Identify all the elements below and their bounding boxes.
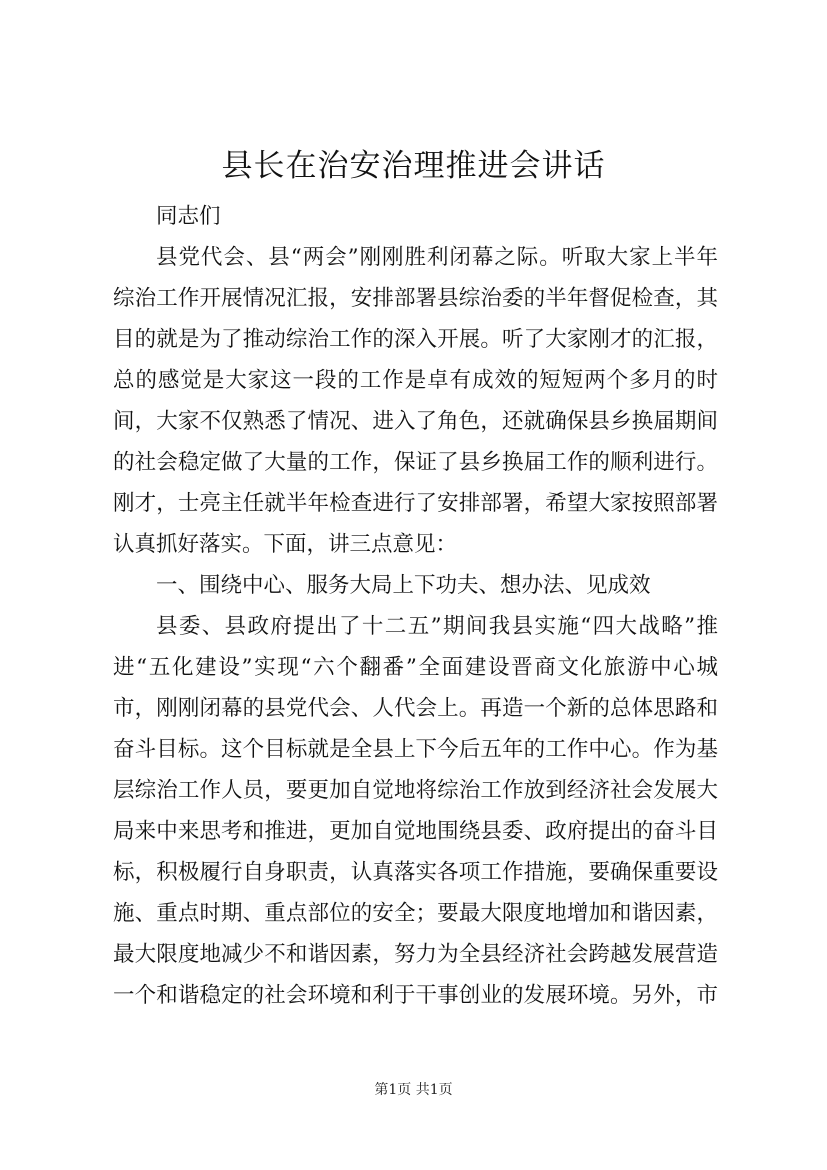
body-line: 标，积极履行自身职责，认真落实各项工作措施，要确保重要设 bbox=[113, 860, 718, 885]
body-line: 的社会稳定做了大量的工作，保证了县乡换届工作的顺利进行。 bbox=[113, 450, 718, 475]
salutation-line: 同志们 bbox=[156, 204, 221, 229]
body-line: 县委、县政府提出了十二五”期间我县实施“四大战略”推 bbox=[156, 614, 718, 639]
body-line: 综治工作开展情况汇报，安排部署县综治委的半年督促检查，其 bbox=[113, 286, 718, 311]
body-line: 认真抓好落实。下面，讲三点意见： bbox=[113, 532, 458, 557]
body-line: 层综治工作人员，要更加自觉地将综治工作放到经济社会发展大 bbox=[113, 778, 718, 803]
body-line: 最大限度地减少不和谐因素，努力为全县经济社会跨越发展营造 bbox=[113, 942, 718, 967]
body-line: 刚才，士亮主任就半年检查进行了安排部署，希望大家按照部署 bbox=[113, 491, 718, 516]
section-heading: 一、围绕中心、服务大局上下功夫、想办法、见成效 bbox=[156, 573, 651, 598]
document-title: 县长在治安治理推进会讲话 bbox=[221, 148, 606, 184]
body-line: 总的感觉是大家这一段的工作是卓有成效的短短两个多月的时 bbox=[113, 368, 718, 393]
page-number-footer: 第1页 共1页 bbox=[374, 1082, 453, 1098]
body-line: 县党代会、县“两会”刚刚胜利闭幕之际。听取大家上半年 bbox=[156, 245, 718, 270]
body-line: 奋斗目标。这个目标就是全县上下今后五年的工作中心。作为基 bbox=[113, 737, 718, 762]
body-line: 市，刚刚闭幕的县党代会、人代会上。再造一个新的总体思路和 bbox=[113, 696, 718, 721]
body-line: 施、重点时期、重点部位的安全；要最大限度地增加和谐因素， bbox=[113, 901, 718, 926]
document-body bbox=[113, 196, 718, 1016]
body-line: 目的就是为了推动综治工作的深入开展。听了大家刚才的汇报， bbox=[113, 327, 718, 352]
body-line: 一个和谐稳定的社会环境和利于干事创业的发展环境。另外，市 bbox=[113, 983, 718, 1008]
body-line: 进“五化建设”实现“六个翻番”全面建设晋商文化旅游中心城 bbox=[113, 655, 718, 680]
body-line: 局来中来思考和推进，更加自觉地围绕县委、政府提出的奋斗目 bbox=[113, 819, 718, 844]
body-line: 间，大家不仅熟悉了情况、进入了角色，还就确保县乡换届期间 bbox=[113, 409, 718, 434]
